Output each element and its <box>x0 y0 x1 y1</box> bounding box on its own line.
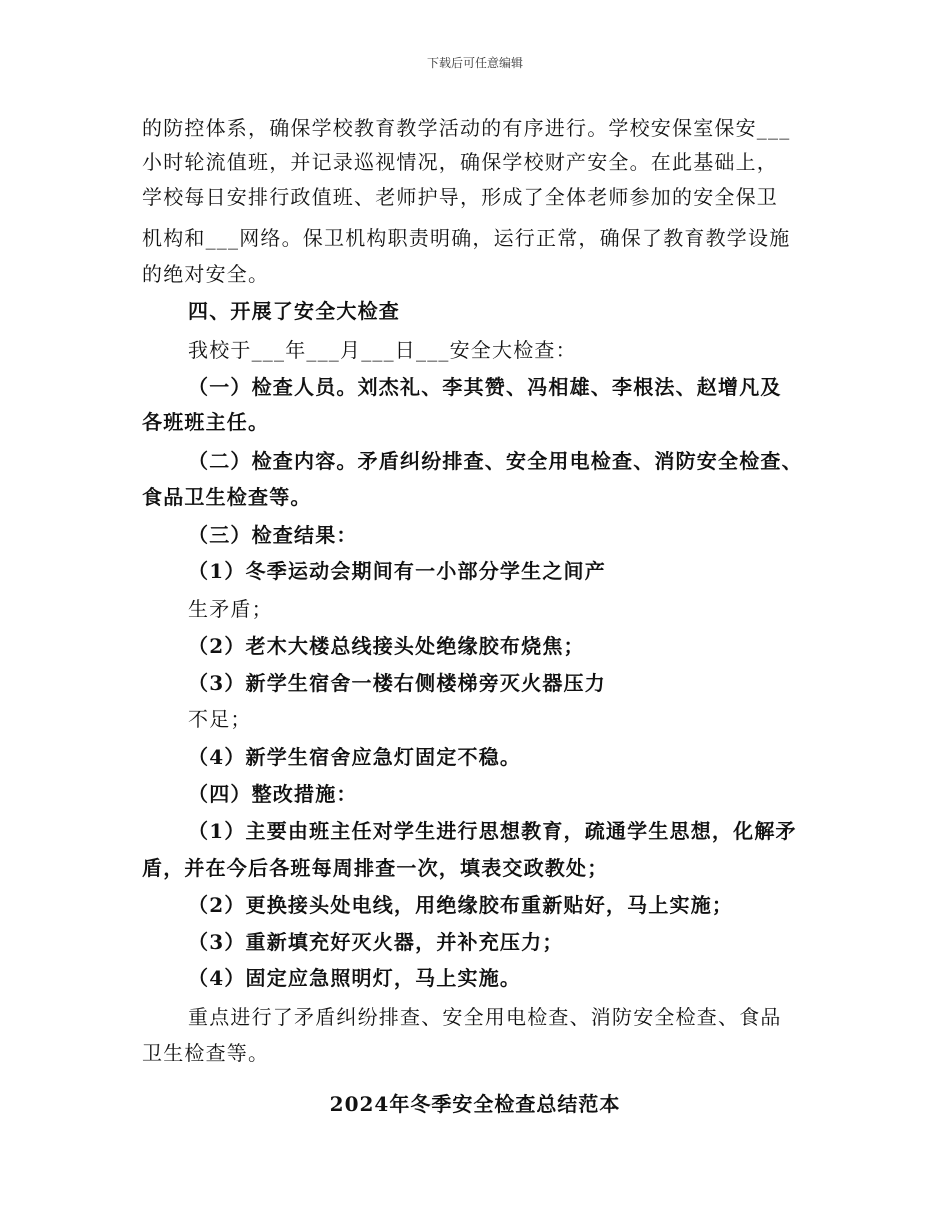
list-item: （3）新学生宿舍一楼右侧楼梯旁灭火器压力 <box>188 671 606 695</box>
list-item-continuation: 盾，并在今后各班每周排查一次，填表交政教处； <box>142 856 609 880</box>
paragraph-line: （一）检查人员。刘杰礼、李其赞、冯相雄、李根法、赵增凡及 <box>188 375 782 399</box>
paragraph-line: 机构和___网络。保卫机构职责明确，运行正常，确保了教育教学设施 <box>142 226 791 250</box>
paragraph-line: 食品卫生检查等。 <box>142 485 312 509</box>
paragraph-line: 我校于___年___月___日___安全大检查： <box>188 338 577 362</box>
paragraph-line: 学校每日安排行政值班、老师护导，形成了全体老师参加的安全保卫 <box>142 185 778 209</box>
subsection-heading: （三）检查结果： <box>188 523 358 547</box>
paragraph-line: 重点进行了矛盾纠纷排查、安全用电检查、消防安全检查、食品 <box>188 1005 782 1029</box>
list-item: （2）更换接头处电线，用绝缘胶布重新贴好，马上实施； <box>188 893 734 917</box>
paragraph-line: 小时轮流值班，并记录巡视情况，确保学校财产安全。在此基础上， <box>142 150 778 174</box>
list-item: （3）重新填充好灭火器，并补充压力； <box>188 930 564 954</box>
paragraph-line: （二）检查内容。矛盾纠纷排查、安全用电检查、消防安全检查、 <box>188 449 803 473</box>
list-item: （2）老木大楼总线接头处绝缘胶布烧焦； <box>188 634 585 658</box>
subsection-heading: （四）整改措施： <box>188 782 358 806</box>
paragraph-line: 卫生检查等。 <box>142 1041 270 1065</box>
document-title: 2024年冬季安全检查总结范本 <box>329 1092 621 1116</box>
list-item-continuation: 生矛盾； <box>188 597 273 621</box>
list-item: （1）冬季运动会期间有一小部分学生之间产 <box>188 559 606 583</box>
list-item: （4）固定应急照明灯，马上实施。 <box>188 966 522 990</box>
paragraph-line: 各班班主任。 <box>142 410 270 434</box>
paragraph-line: 的绝对安全。 <box>142 262 270 286</box>
paragraph-line: 的防控体系，确保学校教育教学活动的有序进行。学校安保室保安___ <box>142 116 791 140</box>
section-heading: 四、开展了安全大检查 <box>188 299 400 323</box>
list-item: （4）新学生宿舍应急灯固定不稳。 <box>188 745 522 769</box>
list-item: （1）主要由班主任对学生进行思想教育，疏通学生思想，化解矛 <box>188 819 797 843</box>
list-item-continuation: 不足； <box>188 707 252 731</box>
page-header-note: 下载后可任意编辑 <box>426 56 523 70</box>
